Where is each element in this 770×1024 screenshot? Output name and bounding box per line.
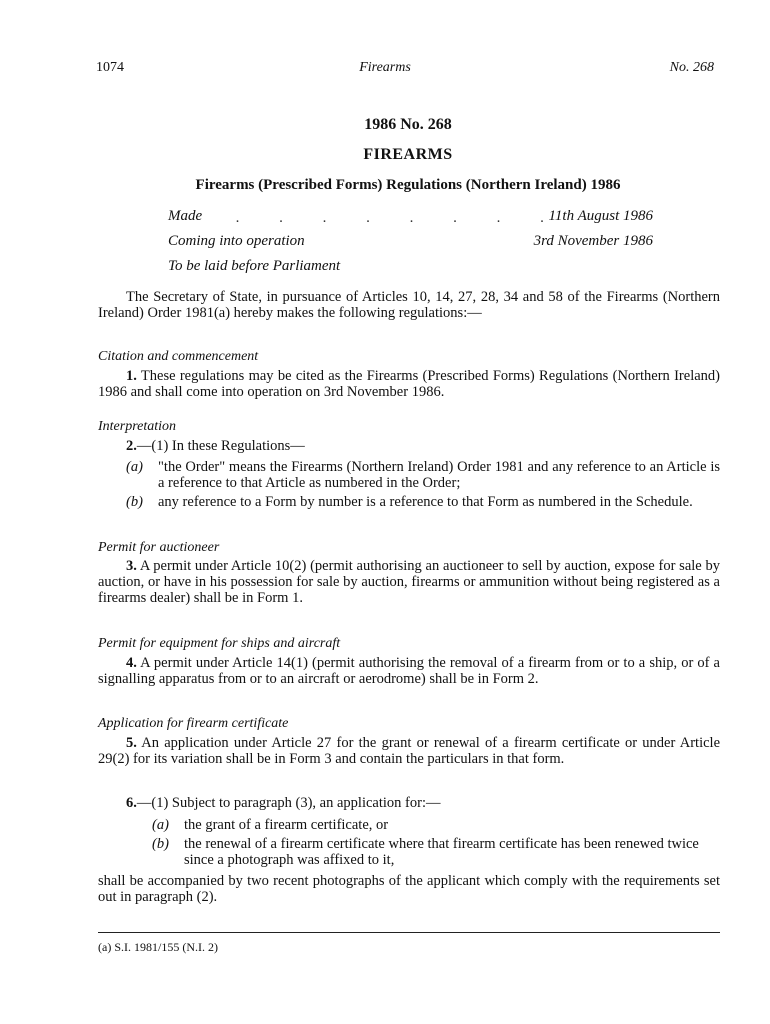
item-b-text: the renewal of a firearm certificate where that firearm certificate has been renewed twice since a photograph was affixed to it,: [184, 836, 699, 868]
item-b-text: any reference to a Form by number is a reference to that Form as numbered in the Schedule.: [158, 494, 693, 510]
section-3-number: 3.: [126, 558, 137, 574]
item-a-tag: (a): [152, 817, 169, 833]
item-b-tag: (b): [126, 494, 143, 510]
section-6-number: 6.: [126, 795, 137, 811]
item-a-tag: (a): [126, 459, 143, 475]
footnote: (a) S.I. 1981/155 (N.I. 2): [98, 940, 218, 954]
section-2-item-a: [126, 459, 720, 491]
made-value: 11th August 1986: [548, 208, 653, 224]
preamble: The Secretary of State, in pursuance of Articles 10, 14, 27, 28, 34 and 58 of the Firearms (Northern Ireland) Order 1981(a) hereby makes the following regulations:—: [98, 289, 720, 321]
section-3: [98, 558, 720, 606]
operation-value: 3rd November 1986: [533, 233, 653, 249]
section-6-text: —(1) Subject to paragraph (3), an application for:—: [136, 795, 441, 811]
item-a-text: the grant of a firearm certificate, or: [184, 817, 389, 833]
operation-date-line: [168, 233, 653, 250]
item-a-text: "the Order" means the Firearms (Northern Ireland) Order 1981 and any reference to an Article is a reference to that Article as numbered in the Order;: [158, 459, 720, 491]
section-6-item-b: [152, 836, 720, 868]
section-5-heading: Application for firearm certificate: [98, 716, 289, 731]
footnote-rule: [98, 932, 720, 933]
section-1: [98, 368, 720, 400]
running-title: Firearms: [359, 60, 411, 75]
page-number: 1074: [96, 60, 124, 75]
section-4-text: A permit under Article 14(1) (permit authorising the removal of a firearm from or to a ship, or of a signalling apparatus from or to an aircraft or aerodrome) shall be in Form 2.: [98, 655, 720, 687]
section-2-heading: Interpretation: [98, 419, 177, 434]
section-3-text: A permit under Article 10(2) (permit authorising an auctioneer to sell by auction, expose for sale by auction, or have in his possession for sale by auction, firearms or ammunition without being registered as a firearms dealer) shall be in Form 1.: [98, 558, 720, 606]
operation-label: Coming into operation: [168, 233, 305, 249]
section-1-text: These regulations may be cited as the Firearms (Prescribed Forms) Regulations (Northern Ireland) 1986 and shall come into operation on 3rd November 1986.: [98, 368, 720, 400]
section-4: [98, 655, 720, 687]
item-b-tag: (b): [152, 836, 169, 852]
section-3-heading: Permit for auctioneer: [98, 540, 220, 555]
section-1-heading: Citation and commencement: [98, 349, 259, 364]
made-label: Made: [168, 208, 203, 224]
section-2-number: 2.: [126, 438, 137, 454]
leader-dots: . . . . . . . .: [236, 210, 563, 226]
section-5: [98, 735, 720, 767]
laid-line: [168, 258, 468, 275]
section-4-number: 4.: [126, 655, 137, 671]
section-1-number: 1.: [126, 368, 137, 384]
section-5-number: 5.: [126, 735, 137, 751]
section-6: [98, 795, 720, 811]
section-2: [98, 438, 720, 454]
section-2-text: —(1) In these Regulations—: [136, 438, 305, 454]
instrument-subject: FIREARMS: [363, 146, 453, 163]
running-number: No. 268: [669, 60, 714, 75]
made-date-line: [168, 208, 653, 225]
section-4-heading: Permit for equipment for ships and aircraft: [98, 636, 341, 651]
section-2-item-b: [126, 494, 720, 510]
instrument-number: 1986 No. 268: [364, 116, 452, 133]
laid-label: To be laid before Parliament: [168, 258, 341, 274]
regulation-title: Firearms (Prescribed Forms) Regulations (Northern Ireland) 1986: [195, 177, 621, 193]
section-6-item-a: [152, 817, 720, 833]
section-6-tail: shall be accompanied by two recent photographs of the applicant which comply with the requirements set out in paragraph (2).: [98, 873, 720, 905]
section-5-text: An application under Article 27 for the grant or renewal of a firearm certificate or under Article 29(2) for its variation shall be in Form 3 and contain the particulars in that form.: [98, 735, 720, 767]
